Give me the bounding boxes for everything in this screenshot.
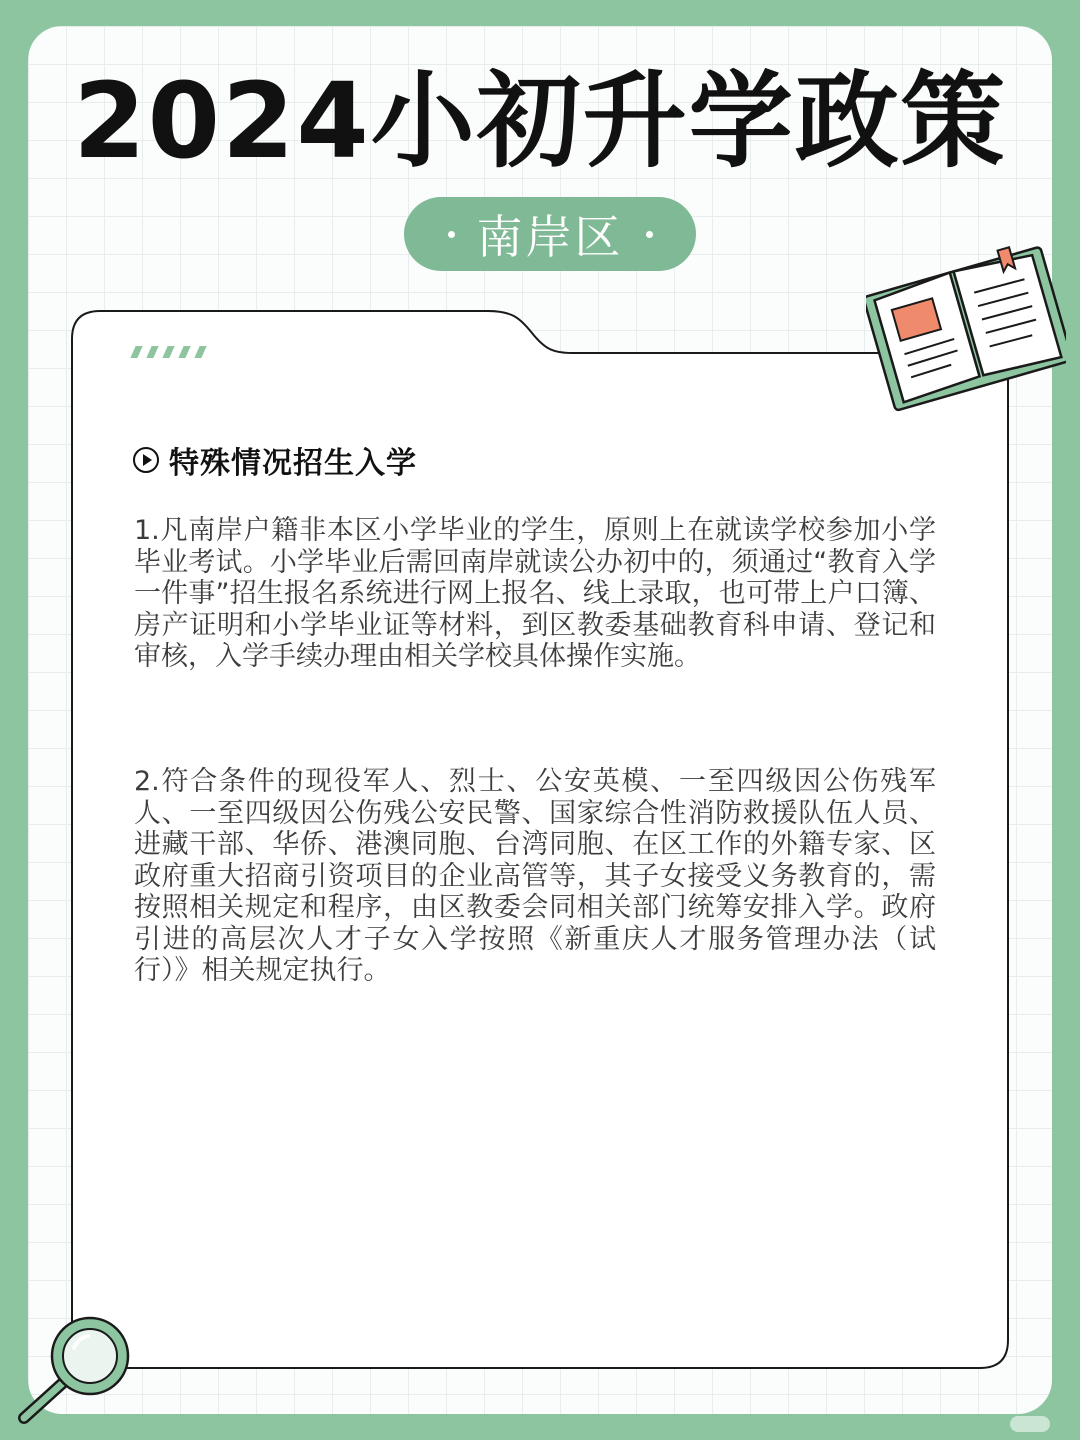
page-title: 2024小初升学政策 bbox=[73, 60, 1007, 182]
paragraph-1: 1.凡南岸户籍非本区小学毕业的学生，原则上在就读学校参加小学毕业考试。小学毕业后需回南岸就读公办初中的，须通过“教育入学一件事”招生报名系统进行网上报名、线上录取，也可带上户口簿、房产证明和小学毕业证等材料，到区教委基础教育科申请、登记和审核，入学手续办理由相关学校具体操作实施。 bbox=[134, 515, 936, 672]
section-title: 特殊情况招生入学 bbox=[169, 446, 417, 481]
section-header bbox=[133, 438, 417, 482]
watermark bbox=[1010, 1416, 1050, 1432]
magnifying-glass-icon bbox=[14, 1316, 134, 1426]
play-circle-icon bbox=[133, 447, 159, 473]
paragraph-2: 2.符合条件的现役军人、烈士、公安英模、一至四级因公伤残军人、一至四级因公伤残公安民警、国家综合性消防救援队伍人员、进藏干部、华侨、港澳同胞、台湾同胞、在区工作的外籍专家、区政府重大招商引资项目的企业高管等，其子女接受义务教育的，需按照相关规定和程序，由区教委会同相关部门统筹安排入学。政府引进的高层次人才子女入学按照《新重庆人才服务管理办法（试行）》相关规定执行。 bbox=[134, 766, 936, 986]
open-book-icon bbox=[866, 232, 1066, 412]
district-label: 南岸区 bbox=[476, 210, 624, 264]
